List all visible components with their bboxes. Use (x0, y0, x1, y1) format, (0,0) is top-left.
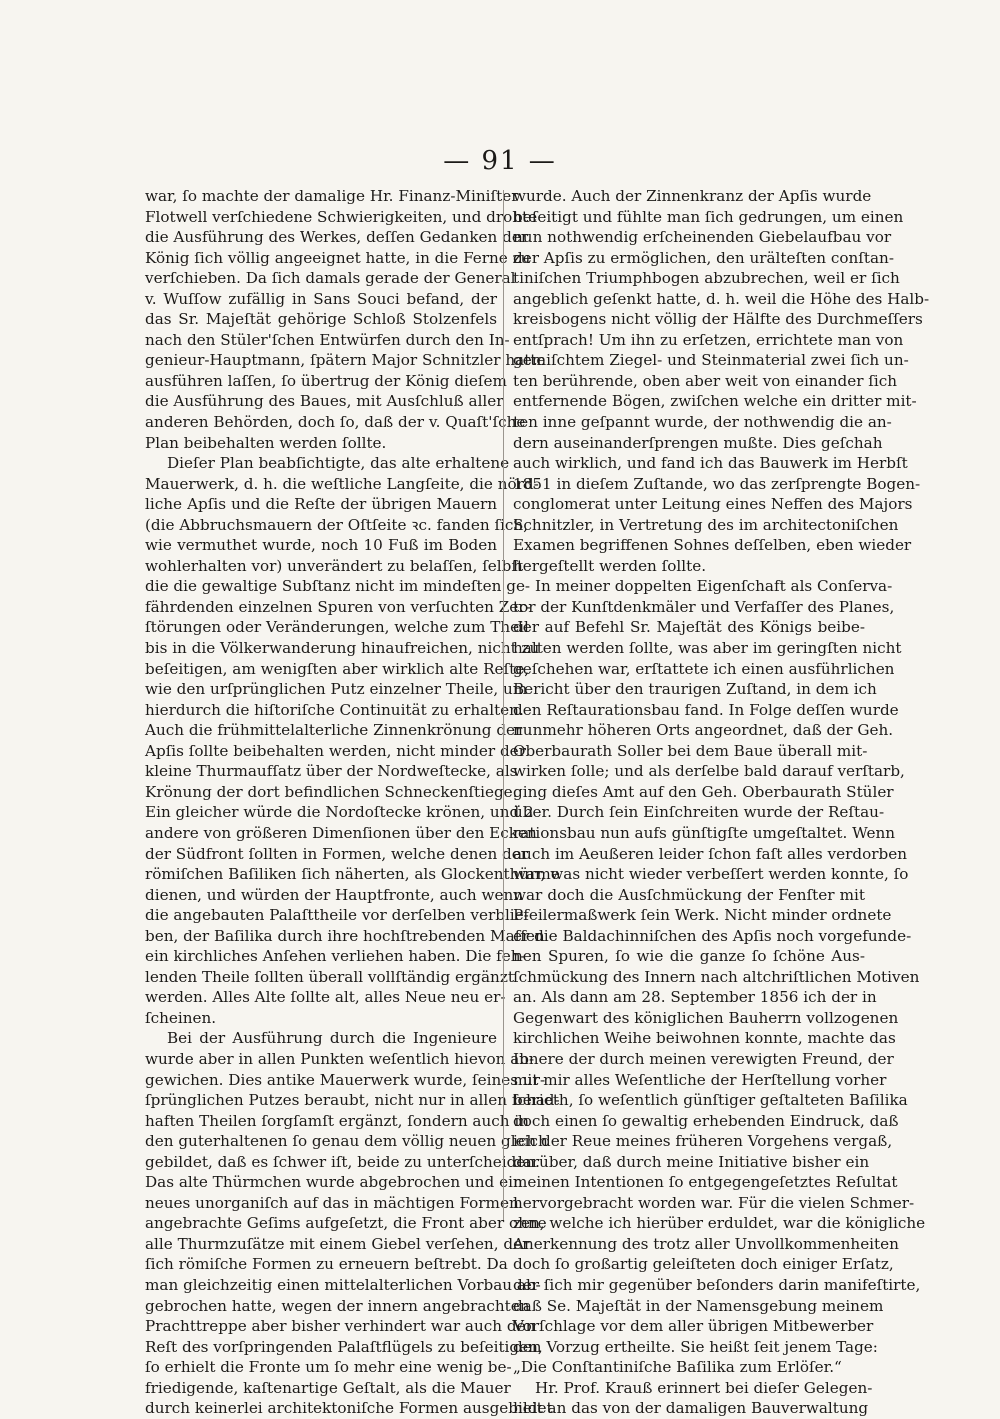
text-line: war, ſo machte der damalige Hr. Finanz-Miniſter (145, 187, 519, 205)
text-line: den Reſtaurationsbau fand. In Folge deſſen wurde (513, 700, 899, 719)
text-line: Examen begriffenen Sohnes deſſelben, eben wieder (513, 536, 912, 555)
text-line: kleine Thurmaufſatz über der Nordweſtecke, als (145, 762, 518, 781)
text-line: ſich römiſche Formen zu erneuern beſtrebt. Da (145, 1255, 508, 1274)
text-line: Vorſchlage vor dem aller übrigen Mitbewerber (513, 1317, 874, 1336)
text-line: geſchehen war, erſtattete ich einen ausführlichen (513, 659, 895, 678)
text-line: gebildet, daß es ſchwer iſt, beide zu unterſcheiden. (145, 1152, 540, 1171)
text-line: beſeitigt und fühlte man ſich gedrungen, um einen (513, 207, 904, 226)
text-line: wurde. Auch der Zinnenkranz der Apſis wurde (513, 187, 872, 205)
text-line: darüber, daß durch meine Initiative bisher ein (513, 1152, 870, 1171)
text-line: ſcheinen. (145, 1008, 217, 1027)
text-line: bis in die Völkerwanderung hinaufreichen, nicht zu (145, 639, 540, 658)
text-line: gewichen. Dies antike Mauerwerk wurde, ſeines ur- (145, 1070, 546, 1089)
text-line: beſeitigen, am wenigſten aber wirklich alte Reſte, (145, 659, 530, 678)
text-line: Anerkennung des trotz aller Unvollkommenheiten (513, 1234, 899, 1253)
text-line: Reſt des vorſpringenden Palaſtflügels zu beſeitigen, (145, 1337, 543, 1356)
text-line: die Ausführung des Baues, mit Ausſchluß aller (145, 392, 504, 411)
text-line: römiſchen Baſiliken ſich näherten, als Glockenthürme (145, 865, 560, 884)
text-line: ausführen laſſen, ſo übertrug der König dieſem (145, 371, 507, 390)
text-line: alle Thurmzuſätze mit einem Giebel verſehen, der (145, 1234, 530, 1253)
text-line: Oberbaurath Soller bei dem Baue überall mit- (513, 741, 868, 760)
text-line: mit mir alles Weſentliche der Herſtellung vorher (513, 1070, 887, 1089)
text-line: ſchmückung des Innern nach altchriſtlichen Motiven (513, 967, 920, 986)
text-line: dienen, und würden der Hauptfronte, auch wenn (145, 885, 524, 904)
text-line: die angebauten Palaſttheile vor derſelben verblie- (145, 906, 529, 925)
text-line: Plan beibehalten werden ſollte. (145, 433, 387, 452)
text-line: 1851 in dieſem Zuſtande, wo das zerſprengte Bogen- (513, 474, 921, 493)
page-number: — 91 — (443, 146, 557, 176)
text-line: ſo erhielt die Fronte um ſo mehr eine wenig be- (145, 1358, 512, 1377)
text-column-right (513, 186, 930, 1419)
text-line: friedigende, kaſtenartige Geſtalt, als die Mauer (145, 1378, 511, 1397)
text-line: kreisbogens nicht völlig der Hälfte des Durchmeſſers (513, 310, 923, 329)
text-line: Schnitzler, in Vertretung des im architectoniſchen (513, 515, 899, 534)
text-line: war doch die Ausſchmückung der Fenſter mit (513, 885, 865, 904)
text-line: das Sr. Majeſtät gehörige Schloß Stolzenfels (145, 310, 497, 329)
text-line: auch im Aeußeren leider ſchon faſt alles verdorben (513, 844, 907, 863)
text-line: verſchieben. Da ſich damals gerade der General (145, 269, 516, 288)
text-line: zen, welche ich hierüber erduldet, war die königliche (513, 1214, 926, 1233)
column-divider (503, 190, 504, 1220)
text-line: Bei der Ausführung durch die Ingenieure (167, 1029, 497, 1048)
text-line: doch einen ſo gewaltig erhebenden Eindruck, daß (513, 1111, 899, 1130)
text-line: doch ſo großartig geleiſteten doch einiger Erſatz, (513, 1255, 894, 1274)
text-line: anderen Behörden, doch ſo, daß der v. Quaſt'ſche (145, 413, 526, 432)
text-line: Bericht über den traurigen Zuſtand, in dem ich (513, 680, 877, 699)
text-line: lenden Theile ſollten überall vollſtändig ergänzt (145, 967, 514, 986)
text-line: hergeſtellt werden ſollte. (513, 556, 707, 575)
text-line: Pfeilermaßwerk ſein Werk. Nicht minder ordnete (513, 906, 892, 925)
text-line: ten berührende, oben aber weit von einander ſich (513, 371, 898, 390)
text-line: Ein gleicher würde die Nordoſtecke krönen, und 2 (145, 803, 534, 822)
text-line: Hr. Prof. Krauß erinnert bei dieſer Gelegen- (535, 1378, 873, 1397)
text-line: genieur-Hauptmann, ſpätern Major Schnitzler hatte (145, 351, 546, 370)
text-line: „Die Conſtantiniſche Baſilika zum Erlöſer.“ (513, 1358, 842, 1377)
text-line: entfernende Bögen, zwiſchen welche ein dritter mit- (513, 392, 917, 411)
text-line: wurde aber in allen Punkten weſentlich hievon ab- (145, 1049, 535, 1068)
text-line: wirken ſolle; und als derſelbe bald darauf verſtarb, (513, 762, 905, 781)
text-line: Mauerwerk, d. h. die weſtliche Langſeite, die nörd- (145, 474, 539, 493)
text-line: wie den urſprünglichen Putz einzelner Theile, um (145, 680, 528, 699)
text-line: ſprünglichen Putzes beraubt, nicht nur in allen ſchad- (145, 1091, 560, 1110)
text-line: hierdurch die hiſtoriſche Continuität zu erhalten. (145, 700, 524, 719)
text-line: heit an das von der damaligen Bauverwaltung (513, 1399, 869, 1418)
text-line: berieth, ſo weſentlich günſtiger geſtalteten Baſilika (513, 1091, 908, 1110)
text-line: der ſich mir gegenüber beſonders darin manifeſtirte, (513, 1275, 921, 1294)
text-line: an. Als dann am 28. September 1856 ich der in (513, 988, 877, 1007)
text-line: er die Baldachinniſchen des Apſis noch vorgefunde- (513, 926, 912, 945)
text-line: conglomerat unter Leitung eines Neffen des Majors (513, 495, 913, 514)
text-line: hervorgebracht worden war. Für die vielen Schmer- (513, 1193, 915, 1212)
text-line: auch wirklich, und fand ich das Bauwerk im Herbſt (513, 454, 908, 473)
text-line: der auf Befehl Sr. Majeſtät des Königs beibe- (513, 618, 865, 637)
text-line: tiniſchen Triumphbogen abzubrechen, weil er ſich (513, 269, 900, 288)
text-line: nun nothwendig erſcheinenden Giebelaufbau vor (513, 228, 892, 247)
text-line: ging dieſes Amt auf den Geh. Oberbaurath Stüler (513, 782, 894, 801)
text-line: gebrochen hatte, wegen der innern angebrachten (145, 1296, 530, 1315)
text-line: entſprach! Um ihn zu erſetzen, errichtete man von (513, 330, 904, 349)
text-line: Gegenwart des königlichen Bauherrn vollzogenen (513, 1008, 899, 1027)
text-line: v. Wuſſow zufällig in Sans Souci befand, der (145, 289, 497, 308)
text-line: die Ausführung des Werkes, deſſen Gedanken der (145, 228, 529, 247)
text-line: den guterhaltenen ſo genau dem völlig neuen gleich (145, 1132, 548, 1151)
text-line: fährdenden einzelnen Spuren von verſuchten Zer- (145, 597, 531, 616)
text-line: ich der Reue meines früheren Vorgehens vergaß, (513, 1132, 893, 1151)
text-line: der Apſis zu ermöglichen, den urälteſten conſtan- (513, 248, 894, 267)
text-line: werden. Alles Alte ſollte alt, alles Neue neu er- (145, 988, 506, 1007)
text-line: den Vorzug ertheilte. Sie heißt ſeit jenem Tage: (513, 1337, 878, 1356)
text-line: halten werden ſollte, was aber im geringſten nicht (513, 639, 902, 658)
text-line: Dieſer Plan beabſichtigte, das alte erhaltene (167, 454, 510, 473)
text-line: liche Apſis und die Reſte der übrigen Mauern (145, 495, 497, 514)
text-line: Prachttreppe aber bisher verhindert war auch den (145, 1317, 536, 1336)
text-line: nach den Stüler'ſchen Entwürfen durch den In- (145, 330, 510, 349)
text-line: war, was nicht wieder verbeſſert werden konnte, ſo (513, 865, 909, 884)
text-line: dern auseinanderſprengen mußte. Dies geſchah (513, 433, 883, 452)
text-line: neues unorganiſch auf das in mächtigen Formen (145, 1193, 519, 1212)
text-line: angebrachte Geſims aufgeſetzt, die Front aber ohne (145, 1214, 547, 1233)
text-line: Das alte Thürmchen wurde abgebrochen und ein (145, 1173, 523, 1192)
text-line: wohlerhalten vor) unverändert zu belaſſen, ſelbſt (145, 556, 524, 575)
text-line: die die gewaltige Subſtanz nicht im mindeſten ge- (145, 577, 531, 596)
text-line: ten inne geſpannt wurde, der nothwendig die an- (513, 413, 892, 432)
text-line: Apſis ſollte beibehalten werden, nicht minder der (145, 741, 526, 760)
text-line: Auch die frühmittelalterliche Zinnenkrönung der (145, 721, 523, 740)
text-line: wie vermuthet wurde, noch 10 Fuß im Boden (145, 536, 497, 555)
text-line: angeblich geſenkt hatte, d. h. weil die Höhe des Halb- (513, 289, 930, 308)
text-line: meinen Intentionen ſo entgegengeſetztes Reſultat (513, 1173, 898, 1192)
text-line: ben, der Baſilika durch ihre hochſtrebenden Maſſen (145, 926, 545, 945)
text-line: der Südfront ſollten in Formen, welche denen der (145, 844, 529, 863)
text-line: kirchlichen Weihe beiwohnen konnte, machte das (513, 1029, 896, 1048)
text-line: haften Theilen ſorgſamſt ergänzt, ſondern auch in (145, 1111, 530, 1130)
text-line: man gleichzeitig einen mittelalterlichen Vorbau ab- (145, 1275, 541, 1294)
text-line: tor der Kunſtdenkmäler und Verfaſſer des Planes, (513, 597, 895, 616)
text-line: über. Durch ſein Einſchreiten wurde der Reſtau- (513, 803, 885, 822)
text-line: andere von größeren Dimenſionen über den Ecken (145, 823, 537, 842)
text-column-left (145, 186, 560, 1419)
text-line: König ſich völlig angeeignet hatte, in die Ferne zu (145, 248, 531, 267)
text-line: Krönung der dort befindlichen Schneckenſtiege. (145, 782, 518, 801)
text-line: (die Abbruchsmauern der Oſtſeite ꝛc. fanden ſich, (145, 515, 529, 534)
text-line: rationsbau nun aufs günſtigſte umgeſtaltet. Wenn (513, 823, 896, 842)
text-line: Innere der durch meinen verewigten Freund, der (513, 1049, 894, 1068)
text-line: gemiſchtem Ziegel- und Steinmaterial zwei ſich un- (513, 351, 909, 370)
text-line: In meiner doppelten Eigenſchaft als Conſerva- (535, 577, 893, 596)
text-line: daß Se. Majeſtät in der Namensgebung meinem (513, 1296, 884, 1315)
text-line: ſtörungen oder Veränderungen, welche zum Theil (145, 618, 529, 637)
text-line: nunmehr höheren Orts angeordnet, daß der Geh. (513, 721, 894, 740)
text-line: durch keinerlei architektoniſche Formen ausgebildet (145, 1399, 553, 1418)
text-line: nen Spuren, ſo wie die ganze ſo ſchöne Aus- (513, 947, 865, 966)
text-line: Flotwell verſchiedene Schwierigkeiten, und drohte (145, 207, 538, 226)
text-line: ein kirchliches Anſehen verliehen haben. Die feh- (145, 947, 526, 966)
